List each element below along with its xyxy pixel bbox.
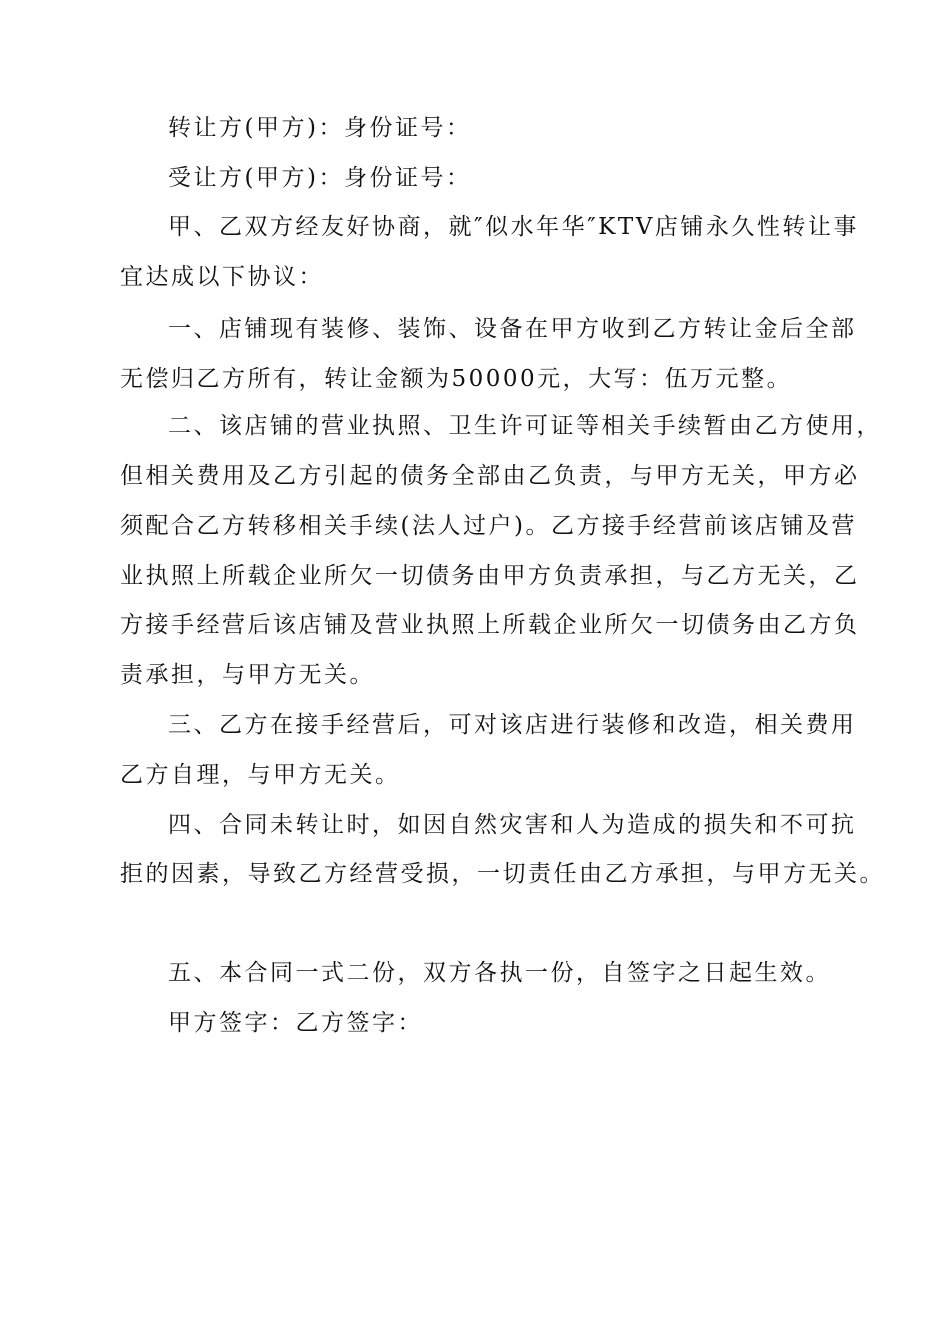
clause-2-line-5: 方接手经营后该店铺及营业执照上所载企业所欠一切债务由乙方负 — [120, 612, 860, 638]
clause-2-line-4: 业执照上所载企业所欠一切债务由甲方负责承担，与乙方无关，乙 — [120, 563, 860, 589]
clause-3-line-1: 三、乙方在接手经营后，可对该店进行装修和改造，相关费用 — [168, 712, 857, 738]
signature-line: 甲方签字：乙方签字： — [168, 1010, 423, 1036]
transferor-id-line: 转让方(甲方)：身份证号： — [168, 115, 472, 141]
clause-2-line-1: 二、该店铺的营业执照、卫生许可证等相关手续暂由乙方使用， — [168, 413, 882, 439]
clause-2-line-3: 须配合乙方转移相关手续(法人过户)。乙方接手经营前该店铺及营 — [120, 513, 857, 539]
intro-line-1: 甲、乙双方经友好协商，就″似水年华″KTV店铺永久性转让事 — [168, 214, 859, 240]
transferee-id-line: 受让方(甲方)：身份证号： — [168, 165, 472, 191]
intro-line-2: 宜达成以下协议： — [120, 264, 324, 290]
clause-3-line-2: 乙方自理，与甲方无关。 — [120, 762, 401, 788]
clause-4-line-2: 拒的因素，导致乙方经营受损，一切责任由乙方承担，与甲方无关。 — [120, 861, 885, 887]
clause-5-line: 五、本合同一式二份，双方各执一份，自签字之日起生效。 — [168, 960, 831, 986]
clause-1-line-2: 无偿归乙方所有，转让金额为50000元，大写：伍万元整。 — [120, 366, 793, 392]
clause-2-line-6: 责承担，与甲方无关。 — [120, 662, 375, 688]
clause-1-line-1: 一、店铺现有装修、装饰、设备在甲方收到乙方转让金后全部 — [168, 316, 857, 342]
clause-2-line-2: 但相关费用及乙方引起的债务全部由乙负责，与甲方无关，甲方必 — [120, 463, 860, 489]
clause-4-line-1: 四、合同未转让时，如因自然灾害和人为造成的损失和不可抗 — [168, 812, 857, 838]
